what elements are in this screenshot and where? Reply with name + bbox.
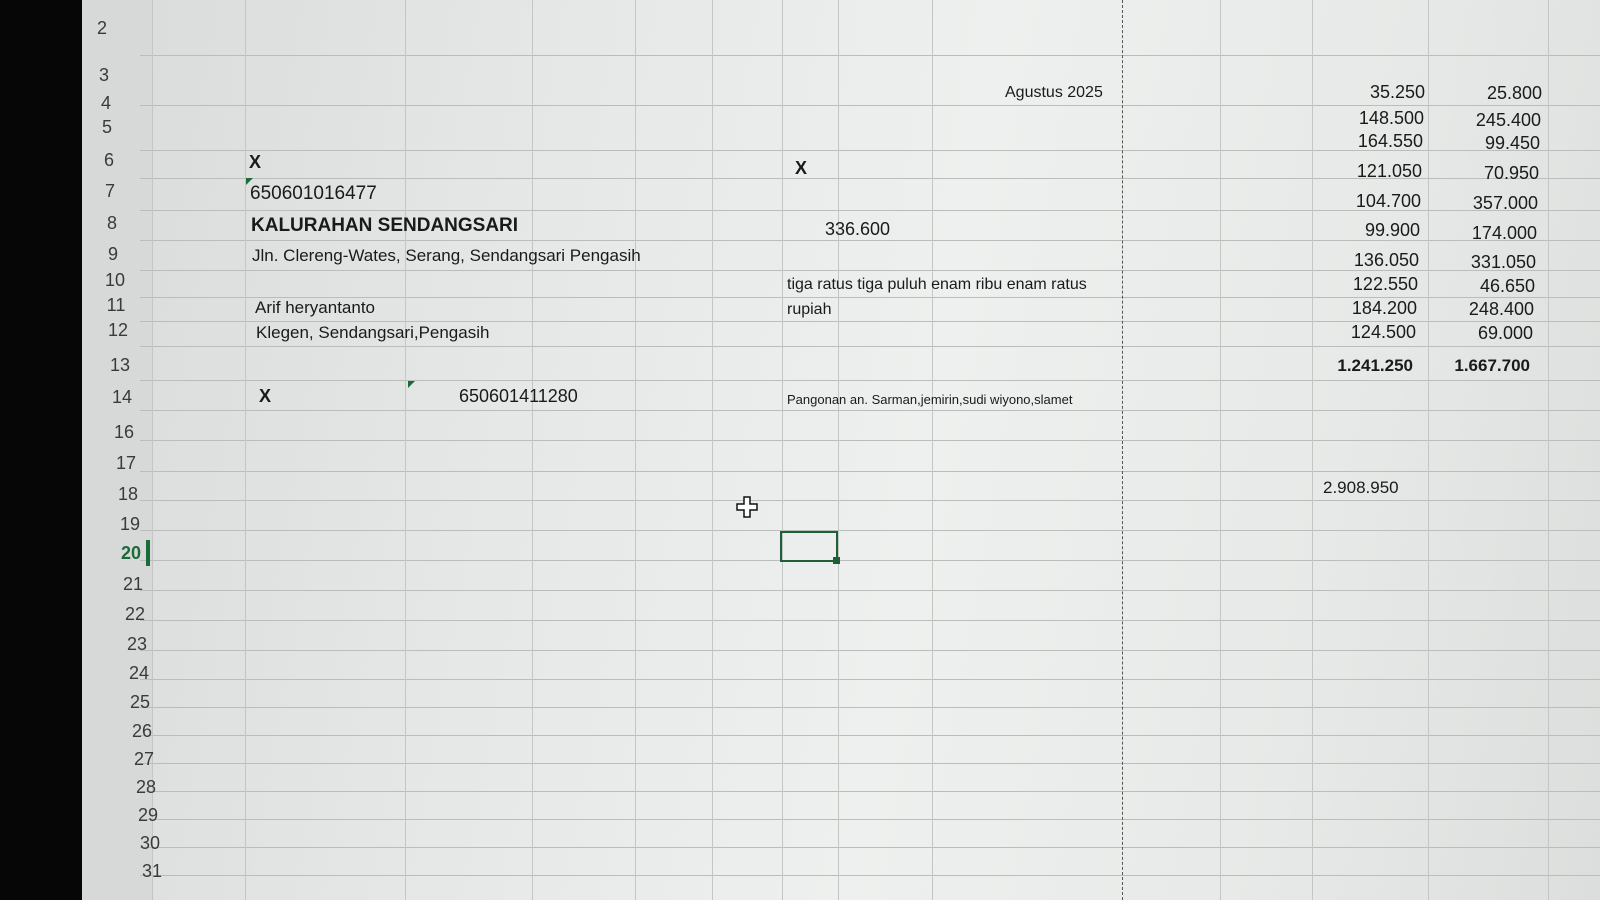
x-mark-cell[interactable]: X (249, 152, 262, 172)
total-cell[interactable]: 1.241.250 (1337, 356, 1413, 375)
grid-line (140, 560, 1600, 561)
grid-column-line (405, 0, 406, 900)
row-header[interactable]: 10 (104, 270, 126, 290)
grid-column-line (245, 0, 246, 900)
organization-address-cell[interactable]: Jln. Clereng-Wates, Serang, Sendangsari Pengasih (252, 246, 641, 265)
grid-line (140, 530, 1600, 531)
grid-column-line (932, 0, 933, 900)
grid-line (140, 875, 1600, 876)
value-cell[interactable]: 46.650 (1479, 276, 1535, 296)
value-cell[interactable]: 245.400 (1475, 110, 1541, 130)
x-mark-cell[interactable]: X (259, 386, 272, 406)
row-header[interactable]: 13 (109, 355, 131, 375)
grid-line (140, 105, 1600, 106)
row-header[interactable]: 17 (115, 453, 137, 473)
grid-line (140, 763, 1600, 764)
total-cell[interactable]: 1.667.700 (1454, 356, 1530, 375)
value-cell[interactable]: 148.500 (1358, 108, 1424, 128)
organization-name-cell[interactable]: KALURAHAN SENDANGSARI (251, 215, 519, 236)
grid-line (140, 791, 1600, 792)
row-header[interactable]: 25 (129, 692, 151, 712)
grid-column-line (838, 0, 839, 900)
amount-in-words-cell[interactable]: rupiah (787, 301, 832, 318)
row-header[interactable]: 16 (113, 422, 135, 442)
grid-column-line (1220, 0, 1221, 900)
row-header-active[interactable]: 20 (120, 543, 142, 563)
row-header[interactable]: 26 (131, 721, 153, 741)
grid-column-line (532, 0, 533, 900)
row-header[interactable]: 28 (135, 777, 157, 797)
grid-line (140, 707, 1600, 708)
row-header[interactable]: 23 (126, 634, 148, 654)
value-cell[interactable]: 70.950 (1483, 163, 1539, 183)
row-header[interactable]: 12 (107, 320, 129, 340)
grid-line (140, 620, 1600, 621)
value-cell[interactable]: 25.800 (1486, 83, 1542, 103)
value-cell[interactable]: 136.050 (1353, 250, 1419, 270)
grid-line (140, 346, 1600, 347)
row-header[interactable]: 21 (122, 574, 144, 594)
grid-line (140, 590, 1600, 591)
grid-line (140, 410, 1600, 411)
selected-cell[interactable] (780, 531, 838, 562)
row-header[interactable]: 7 (104, 181, 115, 201)
row-header[interactable]: 29 (137, 805, 159, 825)
row-header[interactable]: 5 (101, 117, 112, 137)
grid-line (140, 735, 1600, 736)
row-header[interactable]: 27 (133, 749, 155, 769)
grid-column-line (1428, 0, 1429, 900)
grid-line (140, 650, 1600, 651)
cell-cursor-icon (736, 496, 758, 518)
grid-column-line (782, 0, 783, 900)
row-header[interactable]: 19 (119, 514, 141, 534)
grid-line (140, 847, 1600, 848)
row-header[interactable]: 22 (124, 604, 146, 624)
row-header[interactable]: 4 (100, 93, 111, 113)
value-cell[interactable]: 121.050 (1356, 161, 1422, 181)
x-mark-cell[interactable]: X (795, 158, 808, 178)
value-cell[interactable]: 357.000 (1472, 193, 1538, 213)
grid-column-line (1548, 0, 1549, 900)
account-number-cell[interactable]: 650601411280 (459, 386, 578, 406)
value-cell[interactable]: 331.050 (1470, 252, 1536, 272)
row-header[interactable]: 9 (107, 244, 118, 264)
row-header[interactable]: 6 (103, 150, 114, 170)
row-header[interactable]: 8 (106, 213, 117, 233)
person-address-cell[interactable]: Klegen, Sendangsari,Pengasih (256, 323, 490, 342)
grid-line (140, 380, 1600, 381)
row-header[interactable]: 14 (111, 387, 133, 407)
grid-line (140, 679, 1600, 680)
grid-line (140, 500, 1600, 501)
account-number-cell[interactable]: 650601016477 (250, 183, 377, 204)
monitor-bezel (0, 0, 90, 900)
grid-column-line (635, 0, 636, 900)
grand-total-cell[interactable]: 2.908.950 (1323, 478, 1399, 497)
value-cell[interactable]: 248.400 (1468, 299, 1534, 319)
value-cell[interactable]: 104.700 (1355, 191, 1421, 211)
value-cell[interactable]: 99.900 (1364, 220, 1420, 240)
row-header[interactable]: 24 (128, 663, 150, 683)
grid-column-line (712, 0, 713, 900)
value-cell[interactable]: 99.450 (1484, 133, 1540, 153)
error-indicator-icon (408, 381, 415, 388)
grid-line (140, 440, 1600, 441)
row-header[interactable]: 11 (106, 295, 126, 315)
grid-line (140, 55, 1600, 56)
row-header[interactable]: 18 (117, 484, 139, 504)
row-header[interactable]: 2 (96, 18, 107, 38)
row-header[interactable]: 31 (141, 861, 163, 881)
page-break-line (1122, 0, 1123, 900)
row-header[interactable]: 3 (98, 65, 109, 85)
amount-cell[interactable]: 336.600 (825, 219, 891, 239)
fill-handle[interactable] (833, 557, 840, 564)
value-cell[interactable]: 69.000 (1477, 323, 1533, 343)
value-cell[interactable]: 184.200 (1351, 298, 1417, 318)
row-header[interactable]: 30 (139, 833, 161, 853)
value-cell[interactable]: 124.500 (1350, 322, 1416, 342)
grid-line (140, 471, 1600, 472)
description-cell[interactable]: Pangonan an. Sarman,jemirin,sudi wiyono,slamet (787, 392, 1073, 407)
value-cell[interactable]: 122.550 (1352, 274, 1418, 294)
value-cell[interactable]: 174.000 (1471, 223, 1537, 243)
period-cell[interactable]: Agustus 2025 (1005, 84, 1103, 101)
value-cell[interactable]: 35.250 (1369, 82, 1425, 102)
amount-in-words-cell[interactable]: tiga ratus tiga puluh enam ribu enam ratus (787, 276, 1087, 293)
grid-line (140, 819, 1600, 820)
value-cell[interactable]: 164.550 (1357, 131, 1423, 151)
person-name-cell[interactable]: Arif heryantanto (255, 298, 376, 317)
